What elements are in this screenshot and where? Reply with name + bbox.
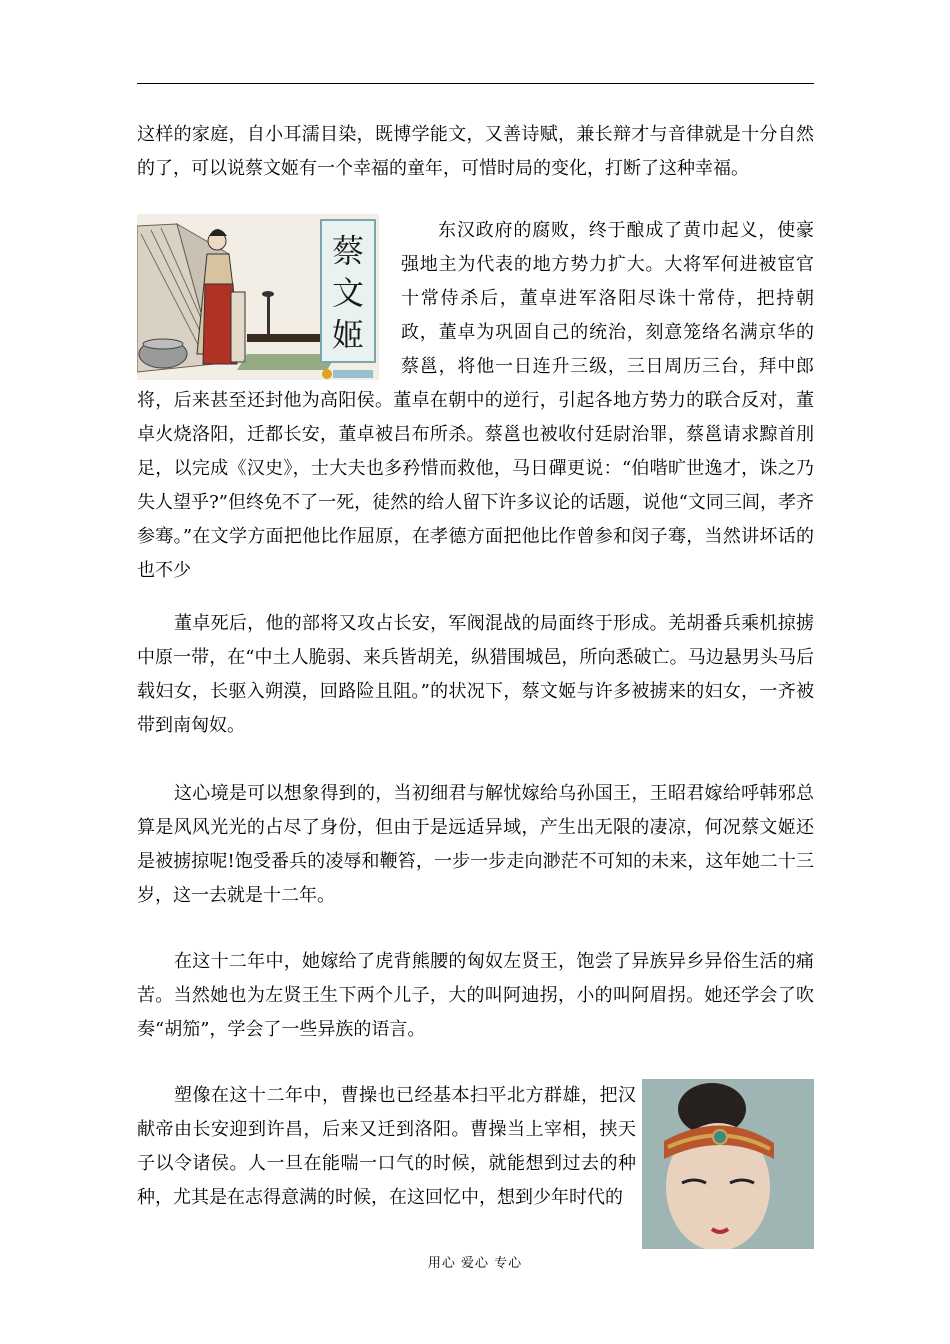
calligraphy-char-1: 蔡	[331, 232, 365, 270]
paragraph-eastern-han-text: 东汉政府的腐败，终于酿成了黄巾起义，使豪强地主为代表的地方势力扩大。大将军何进被宦官十常侍杀后，董卓进军洛阳尽诛十常侍，把持朝政，董卓为巩固自己的统治，刻意笼络名满京华的蔡邕，将他一日连升三级，三日周历三台，拜中郎将，后来甚至还封他为高阳侯。董卓在朝中的逆行，引起各地方势力的联合反对，董卓火烧洛阳，迁都长安，董卓被吕布所杀。蔡邕也被收付廷尉治罪，蔡邕请求黥首刖足，以完成《汉史》，士大夫也多矜惜而救他，马日磾更说：“伯喈旷世逸才，诛之乃失人望乎?”但终免不了一死，徒然的给人留下许多议论的话题，说他“文同三闾，孝齐参骞。”在文学方面把他比作屈原，在孝德方面把他比作曾参和闵子骞，当然讲坏话的也不少	[137, 220, 814, 581]
paragraph-caocao	[137, 1079, 814, 1249]
paragraph-intro: 这样的家庭，自小耳濡目染，既博学能文，又善诗赋，兼长辩才与音律就是十分自然的了，可以说蔡文姬有一个幸福的童年，可惜时局的变化，打断了这种幸福。	[137, 124, 814, 179]
paragraph-mindset: 这心境是可以想象得到的，当初细君与解忧嫁给乌孙国王，王昭君嫁给呼韩邪总算是风风光光的占尽了身份，但由于是远适异域，产生出无限的凄凉，何况蔡文姬还是被掳掠呢!饱受番兵的凌辱和鞭笞，一步一步走向渺茫不可知的未来，这年她二十三岁，这一去就是十二年。	[137, 783, 814, 906]
paragraph-after-dongzhuo: 董卓死后，他的部将又攻占长安，军阀混战的局面终于形成。羌胡番兵乘机掠掳中原一带，在“中土人脆弱、来兵皆胡羌，纵猎围城邑，所向悉破亡。马边悬男头马后载妇女，长驱入朔漠，回路险且阻。”的状况下，蔡文姬与许多被掳来的妇女，一齐被带到南匈奴。	[137, 613, 814, 736]
cai-wenji-statue-photo	[642, 1079, 814, 1249]
header-rule	[137, 83, 814, 84]
page-footer: 用心 爱心 专心	[427, 1256, 523, 1271]
paragraph-caocao-text: 塑像在这十二年中，曹操也已经基本扫平北方群雄，把汉献帝由长安迎到许昌，后来又迁到洛阳。曹操当上宰相，挟天子以令诸侯。人一旦在能喘一口气的时候，就能想到过去的种种，尤其是在志得意满的时候，在这回忆中，想到少年时代的	[137, 1085, 636, 1208]
paragraph-twelve-years: 在这十二年中，她嫁给了虎背熊腰的匈奴左贤王，饱尝了异族异乡异俗生活的痛苦。当然她也为左贤王生下两个儿子，大的叫阿迪拐，小的叫阿眉拐。她还学会了吹奏“胡笳”，学会了一些异族的语言。	[137, 951, 814, 1040]
calligraphy-char-2: 文	[331, 274, 365, 312]
paragraph-eastern-han	[137, 214, 814, 588]
calligraphy-char-3: 姬	[331, 316, 365, 354]
cai-wenji-illustration	[137, 214, 379, 380]
